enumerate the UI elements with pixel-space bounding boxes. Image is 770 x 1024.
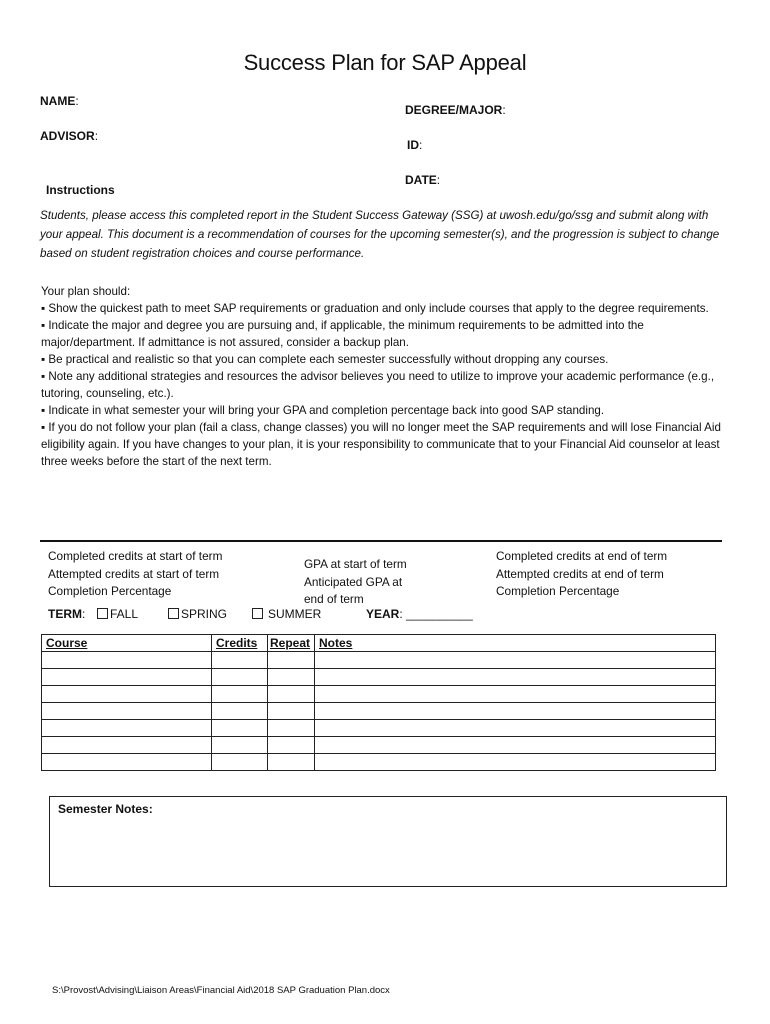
term-colon: : <box>82 607 86 621</box>
credits-cell[interactable] <box>212 686 268 703</box>
page-title: Success Plan for SAP Appeal <box>243 50 527 75</box>
repeat-cell[interactable] <box>268 652 315 669</box>
course-cell[interactable] <box>42 737 212 754</box>
course-header: Course <box>42 635 212 652</box>
start-stat: Completed credits at start of term <box>48 549 223 563</box>
credits-cell[interactable] <box>212 652 268 669</box>
spring-label: SPRING <box>181 607 228 621</box>
name-field <box>40 94 79 108</box>
course-cell[interactable] <box>42 703 212 720</box>
plan-requirements <box>41 283 731 470</box>
summer-label: SUMMER <box>268 607 322 621</box>
start-stat: Attempted credits at start of term <box>48 566 220 581</box>
credits-cell[interactable] <box>212 703 268 720</box>
table-row[interactable] <box>42 737 716 754</box>
plan-item: ▪ Indicate in what semester your will bring your GPA and completion percentage back into good SAP standing. <box>41 404 605 417</box>
fall-label: FALL <box>110 607 139 621</box>
advisor-field <box>40 129 98 143</box>
credits-cell[interactable] <box>212 754 268 771</box>
start-term-stats <box>48 548 222 601</box>
repeat-cell[interactable] <box>268 737 315 754</box>
course-cell[interactable] <box>42 754 212 771</box>
table-row[interactable] <box>42 754 716 771</box>
year-label: YEAR <box>366 607 400 621</box>
instructions-heading: Instructions <box>46 183 115 197</box>
plan-item: ▪ Show the quickest path to meet SAP requirements or graduation and only include courses that apply to the degree requirements. <box>41 302 709 315</box>
table-row[interactable] <box>42 652 716 669</box>
repeat-header: Repeat <box>268 635 315 652</box>
table-row[interactable] <box>42 703 716 720</box>
notes-header: Notes <box>315 635 716 652</box>
end-stat: Attempted credits at end of term <box>496 566 664 581</box>
notes-cell[interactable] <box>315 754 716 771</box>
semester-notes-label: Semester Notes: <box>58 802 153 816</box>
credits-cell[interactable] <box>212 737 268 754</box>
gpa-stat: end of term <box>304 592 364 606</box>
term-label-group <box>48 607 85 621</box>
summer-checkbox[interactable] <box>252 608 263 619</box>
date-colon: : <box>436 173 441 187</box>
notes-cell[interactable] <box>315 652 716 669</box>
start-stat: Completion Percentage <box>48 584 172 598</box>
summer-option[interactable] <box>252 607 321 621</box>
date-label: DATE <box>405 173 437 187</box>
name-colon: : <box>75 94 79 108</box>
table-row[interactable] <box>42 720 716 737</box>
gpa-stat: GPA at start of term <box>304 557 407 571</box>
footer-path: S:\Provost\Advising\Liaison Areas\Financial Aid\2018 SAP Graduation Plan.docx <box>52 985 390 996</box>
credits-cell[interactable] <box>212 720 268 737</box>
end-term-stats <box>496 548 667 601</box>
year-value: : __________ <box>399 607 473 621</box>
table-header-row <box>42 635 716 652</box>
plan-item: ▪ Note any additional strategies and resources the advisor believes you need to utilize to improve your academic performance (e.g., tutoring, counseling, etc.). <box>41 370 715 400</box>
name-label: NAME <box>40 94 76 108</box>
spring-checkbox[interactable] <box>168 608 179 619</box>
plan-intro: Your plan should: <box>41 285 131 298</box>
notes-cell[interactable] <box>315 686 716 703</box>
repeat-cell[interactable] <box>268 686 315 703</box>
course-table <box>41 634 716 771</box>
repeat-cell[interactable] <box>268 720 315 737</box>
course-cell[interactable] <box>42 652 212 669</box>
plan-item: ▪ Be practical and realistic so that you can complete each semester successfully without dropping any courses. <box>41 353 609 366</box>
fall-option[interactable] <box>97 607 138 621</box>
repeat-cell[interactable] <box>268 669 315 686</box>
year-field[interactable] <box>366 607 473 621</box>
table-row[interactable] <box>42 686 716 703</box>
id-label: ID <box>407 138 419 152</box>
section-divider <box>40 540 722 542</box>
end-stat: Completion Percentage <box>496 584 620 598</box>
notes-cell[interactable] <box>315 737 716 754</box>
course-cell[interactable] <box>42 669 212 686</box>
advisor-colon: : <box>94 129 99 143</box>
spring-option[interactable] <box>168 607 227 621</box>
id-field <box>407 138 422 152</box>
degree-major-colon: : <box>502 103 506 117</box>
notes-cell[interactable] <box>315 669 716 686</box>
fall-checkbox[interactable] <box>97 608 108 619</box>
plan-item: ▪ Indicate the major and degree you are pursuing and, if applicable, the minimum requirements to be admitted into the major/department. If admittance is not assured, consider a backup plan. <box>41 319 644 349</box>
degree-major-label: DEGREE/MAJOR <box>405 103 503 117</box>
id-colon: : <box>419 138 423 152</box>
gpa-stats <box>304 556 407 609</box>
course-cell[interactable] <box>42 720 212 737</box>
semester-notes-box[interactable] <box>49 796 727 887</box>
repeat-cell[interactable] <box>268 754 315 771</box>
credits-cell[interactable] <box>212 669 268 686</box>
gpa-stat: Anticipated GPA at <box>304 574 403 589</box>
degree-major-field <box>405 103 506 117</box>
notes-cell[interactable] <box>315 720 716 737</box>
date-field <box>405 173 440 187</box>
table-row[interactable] <box>42 669 716 686</box>
instructions-text: Students, please access this completed report in the Student Success Gateway (SSG) at uwosh.edu/go/ssg and submit along with your appeal. This document is a recommendation of courses for the upcoming semester(s), and the progression is subject to change based on student registration choices and course performance. <box>40 209 720 260</box>
end-stat: Completed credits at end of term <box>496 549 668 563</box>
notes-cell[interactable] <box>315 703 716 720</box>
plan-item: ▪ If you do not follow your plan (fail a class, change classes) you will no longer meet the SAP requirements and will lose Financial Aid eligibility again. If you have changes to your plan, it is your responsibility to communicate that to your Financial Aid counselor at least three weeks before the start of the next term. <box>41 421 721 468</box>
advisor-label: ADVISOR <box>40 129 95 143</box>
credits-header: Credits <box>212 635 268 652</box>
term-label: TERM <box>48 607 82 621</box>
repeat-cell[interactable] <box>268 703 315 720</box>
course-cell[interactable] <box>42 686 212 703</box>
